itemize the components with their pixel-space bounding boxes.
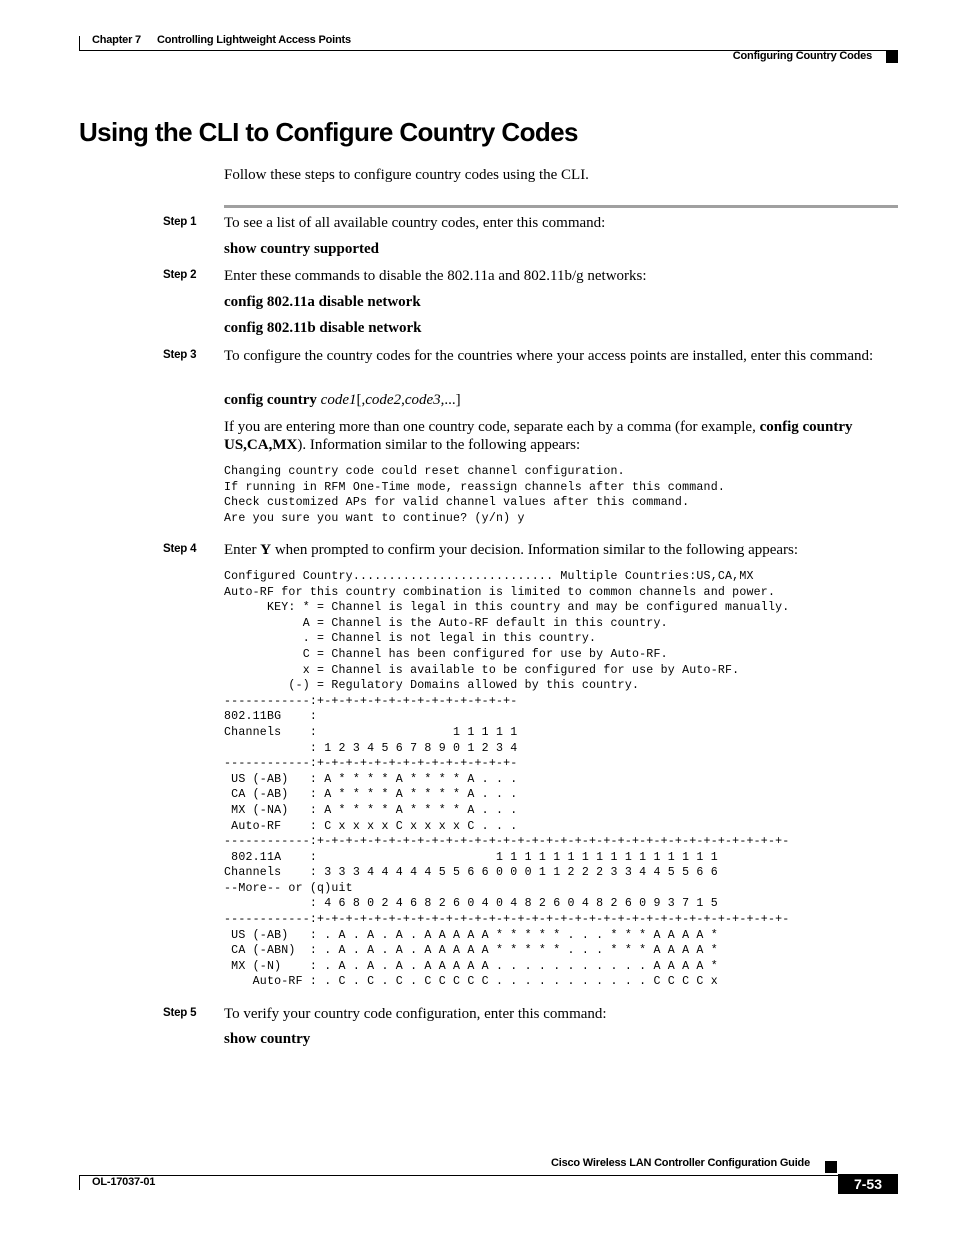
step-5-label: Step 5: [163, 1007, 197, 1019]
step-5-text: To verify your country code configuration, enter this command:: [224, 1006, 607, 1022]
step-4-text-key: Y: [260, 542, 272, 558]
step-2-command-b: config 802.11b disable network: [224, 320, 422, 336]
page-number: [838, 1174, 898, 1194]
page-title: Using the CLI to Configure Country Codes: [79, 117, 578, 147]
footer-guide-title: Cisco Wireless LAN Controller Configuration Guide: [550, 1157, 810, 1169]
header-marker: [886, 51, 898, 63]
procedure-rule: [224, 205, 898, 208]
note-text-a: If you are entering more than one country code, separate each by a comma (for example,: [224, 419, 760, 435]
command-sep-3: ,...]: [440, 392, 461, 408]
command-sep-1: [,: [356, 392, 366, 408]
step-4-text-a: Enter: [224, 542, 261, 558]
command-arg-code2: code2: [365, 392, 402, 408]
intro-text: Follow these steps to configure country codes using the CLI.: [224, 167, 589, 183]
step-2-text: Enter these commands to disable the 802.11a and 802.11b/g networks:: [224, 268, 647, 284]
chapter-title: Controlling Lightweight Access Points: [157, 34, 351, 46]
step-3-output: Changing country code could reset channel configuration. If running in RFM One-Time mode, reassign channels after this command. Check customized APs for valid channel values after this command. Are you sure you want to continue? (y/n) y: [224, 465, 726, 525]
step-3-command: [224, 392, 461, 409]
step-2-label: Step 2: [163, 269, 197, 281]
step-4-label: Step 4: [163, 543, 197, 555]
footer-rule: [79, 1175, 898, 1176]
step-1-command: show country supported: [224, 241, 380, 257]
step-3-label: Step 3: [163, 349, 197, 361]
step-4-text: [224, 541, 898, 559]
step-3-note: [224, 418, 898, 454]
step-4-text-b: when prompted to confirm your decision. Information similar to the following appears:: [271, 542, 799, 558]
chapter-label: Chapter 7: [92, 34, 141, 46]
note-example-command: config country US,CA,MX: [224, 419, 853, 453]
step-4-output: Configured Country............................ Multiple Countries:US,CA,MX Auto-RF for this country combination is limited to common channels and power. KEY: * = Channel is legal in this country and may be configured manually. A = Channel is the Auto-RF default in this country. . = Channel is not legal in this country. C = Channel has been configured for use by Auto-RF. x = Channel is available to be configured for use by Auto-RF. (-) = Regulatory Domains allowed by this country. ------------:+-+-+-+-+-+-+-+-+-+-+-+-+-+- 802.11BG : Channels : 1 1 1 1 1 : 1 2 3 4 5 6 7 8 9 0 1 2 3 4 ------------:+-+-+-+-+-+-+-+-+-+-+-+-+-+- US (-AB) : A * * * * A * * * * A . . . CA (-AB) : A * * * * A * * * * A . . . MX (-NA) : A * * * * A * * * * A . . . Auto-RF : C x x x x C x x x x C . . . ------------:+-+-+-+-+-+-+-+-+-+-+-+-+-+-+-+-+-+-+-+-+-+-+-+-+-+-+-+-+-+-+-+-+- 802.11A : 1 1 1 1 1 1 1 1 1 1 1 1 1 1 1 1 Channels : 3 3 3 4 4 4 4 4 5 5 6 6 0 0 0 1 1 2 2 2 3 3 4 4 5 5 6 6 --More-- or (q)uit : 4 6 8 0 2 4 6 8 2 6 0 4 0 4 8 2 6 0 4 8 2 6 0 9 3 7 1 5 ------------:+-+-+-+-+-+-+-+-+-+-+-+-+-+-+-+-+-+-+-+-+-+-+-+-+-+-+-+-+-+-+-+-+- US (-AB) : . A . A . A . A A A A A * * * * * . . . * * * A A A A * CA (-ABN) : . A . A . A . A A A A A * * * * * . . . * * * A A A A * MX (-N) : . A . A . A . A A A A A . . . . . . . . . . . A A A A * Auto-RF : . C . C . C . C C C C C . . . . . . . . . . . C C C C x: [224, 570, 790, 989]
footer-left-bar: [79, 1175, 80, 1190]
step-5-command: show country: [224, 1031, 311, 1047]
step-1-text: To see a list of all available country codes, enter this command:: [224, 215, 606, 231]
header-left-bar: [79, 36, 80, 51]
step-3-text: To configure the country codes for the countries where your access points are installed, enter this command:: [224, 348, 874, 364]
step-1-label: Step 1: [163, 216, 197, 228]
command-keyword: config country: [224, 392, 321, 408]
footer-doc-number: OL-17037-01: [92, 1176, 156, 1188]
footer-marker: [825, 1161, 837, 1173]
section-title: Configuring Country Codes: [732, 50, 872, 62]
command-arg-code1: code1: [320, 392, 357, 408]
command-sep-2: ,: [401, 392, 405, 408]
step-2-command-a: config 802.11a disable network: [224, 294, 421, 310]
page-number-text: 7-53: [853, 1176, 883, 1192]
note-text-b: ). Information similar to the following appears:: [297, 437, 581, 453]
command-arg-code3: code3: [404, 392, 441, 408]
